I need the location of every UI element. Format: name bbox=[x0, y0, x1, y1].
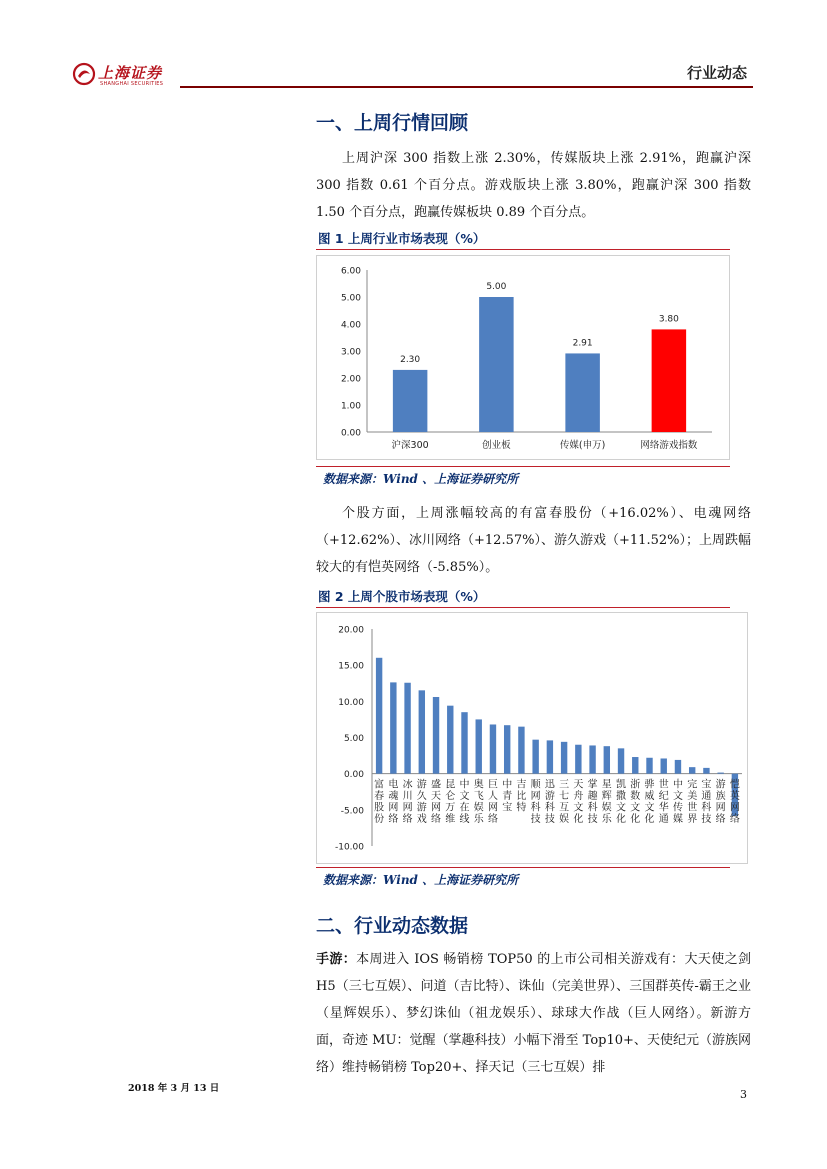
header-category: 行业动态 bbox=[686, 64, 747, 82]
bar bbox=[575, 745, 581, 774]
x-tick-label: 游族网络 bbox=[715, 779, 726, 826]
y-tick-label: 4.00 bbox=[340, 320, 361, 331]
stock-paragraph: 个股方面，上周涨幅较高的有富春股份（+16.02%）、电魂网络（+12.62%）、冰川网络（+12.57%）、游久游戏（+11.52%）；上周跌幅较大的有恺英网络（-5.85%）。 bbox=[316, 506, 751, 575]
x-tick-label: 三七互娱 bbox=[559, 779, 570, 826]
section-2-text: 本周进入 IOS 畅销榜 TOP50 的上市公司相关游戏有：大天使之剑 H5（三七互娱）、问道（吉比特）、诛仙（完美世界）、三国群英传-霸王之业（星辉娱乐）、梦幻诛仙（祖龙娱乐）、球球大作战（巨人网络）。新游方面，奇迹 MU：觉醒（掌趣科技）小幅下滑至 Top10+、天使纪元（游族网络）维持畅销榜 Top20+、择天记（三七互娱）排 bbox=[316, 952, 751, 1075]
bar bbox=[479, 297, 514, 432]
brand-logo bbox=[72, 60, 182, 90]
x-tick-label: 世纪华通 bbox=[658, 779, 669, 826]
figure-2-source: 数据来源：Wind 、上海证券研究所 bbox=[323, 873, 519, 887]
figure-2-svg bbox=[317, 613, 747, 863]
bar bbox=[419, 690, 425, 773]
y-tick-label: -10.00 bbox=[334, 842, 364, 853]
x-tick-label: 冰川网络 bbox=[402, 779, 413, 826]
y-tick-label: 5.00 bbox=[340, 293, 361, 304]
header-divider bbox=[180, 86, 753, 88]
bar bbox=[661, 758, 667, 773]
bar bbox=[461, 712, 467, 773]
x-tick-label: 创业板 bbox=[482, 440, 511, 451]
x-tick-label: 中青宝 bbox=[502, 779, 513, 814]
figure-1-source: 数据来源：Wind 、上海证券研究所 bbox=[323, 472, 519, 486]
figure-2-top-rule bbox=[316, 607, 730, 608]
x-tick-label: 电魂网络 bbox=[388, 779, 399, 826]
data-label: 5.00 bbox=[486, 282, 507, 292]
x-tick-label: 中文在线 bbox=[459, 779, 470, 826]
bar bbox=[675, 760, 681, 774]
x-tick-label: 顺网科技 bbox=[530, 779, 541, 826]
section-1-title: 一、上周行情回顾 bbox=[316, 112, 469, 134]
section-2-title: 二、行业动态数据 bbox=[316, 915, 469, 937]
bar bbox=[703, 768, 709, 774]
bar bbox=[490, 724, 496, 773]
logo-subtitle: SHANGHAI SECURITIES bbox=[100, 81, 164, 87]
bar bbox=[652, 329, 687, 432]
logo-text: 上海证券 bbox=[98, 64, 163, 82]
data-label: 2.91 bbox=[572, 338, 593, 349]
bar bbox=[447, 706, 453, 774]
bar bbox=[632, 757, 638, 774]
figure-1-bottom-rule bbox=[316, 466, 730, 467]
figure-1-chart bbox=[316, 255, 730, 460]
bar bbox=[589, 745, 595, 773]
section-1-paragraph: 上周沪深 300 指数上涨 2.30%，传媒版块上涨 2.91%，跑赢沪深 300 指数 0.61 个百分点。游戏版块上涨 3.80%，跑赢沪深 300 指数 1.50 个百分点，跑赢传媒板块 0.89 个百分点。 bbox=[316, 151, 751, 220]
x-tick-label: 迅游科技 bbox=[544, 779, 555, 826]
bar bbox=[618, 748, 624, 773]
y-tick-label: -5.00 bbox=[340, 806, 364, 817]
x-tick-label: 游久游戏 bbox=[416, 779, 427, 826]
x-tick-label: 宝通科技 bbox=[701, 779, 712, 826]
section-2-paragraph bbox=[316, 946, 751, 1081]
x-tick-label: 星辉娱乐 bbox=[601, 779, 612, 826]
x-tick-label: 骅威文化 bbox=[644, 779, 655, 826]
y-tick-label: 15.00 bbox=[338, 661, 364, 672]
y-tick-label: 5.00 bbox=[343, 734, 364, 744]
data-label: 3.80 bbox=[658, 314, 679, 325]
figure-2-title: 图 2 上周个股市场表现（%） bbox=[318, 589, 486, 604]
x-tick-label: 中文传媒 bbox=[672, 779, 683, 826]
y-tick-label: 20.00 bbox=[338, 625, 364, 636]
x-tick-label: 完美世界 bbox=[687, 779, 698, 826]
y-tick-label: 2.00 bbox=[340, 374, 361, 385]
bar bbox=[404, 683, 410, 774]
bar bbox=[390, 682, 396, 773]
x-tick-label: 昆仑万维 bbox=[445, 779, 456, 826]
bar bbox=[717, 773, 723, 774]
footer-date: 2018 年 3 月 13 日 bbox=[128, 1083, 220, 1094]
x-tick-label: 传媒(申万) bbox=[559, 440, 606, 451]
y-tick-label: 3.00 bbox=[340, 347, 361, 358]
bar bbox=[393, 370, 428, 432]
bar bbox=[476, 719, 482, 773]
x-tick-label: 网络游戏指数 bbox=[640, 440, 698, 451]
bar bbox=[565, 353, 600, 432]
y-tick-label: 0.00 bbox=[340, 428, 361, 439]
x-tick-label: 巨人网络 bbox=[487, 779, 498, 826]
logo-emblem-icon bbox=[72, 62, 96, 86]
section-2-lead: 手游： bbox=[316, 952, 357, 967]
bar bbox=[689, 767, 695, 774]
x-tick-label: 天舟文化 bbox=[573, 779, 584, 826]
bar bbox=[532, 740, 538, 774]
x-tick-label: 掌趣科技 bbox=[587, 779, 598, 826]
bar bbox=[646, 758, 652, 774]
x-tick-label: 奥飞娱乐 bbox=[473, 779, 484, 826]
x-tick-label: 沪深300 bbox=[391, 440, 429, 451]
x-tick-label: 吉比特 bbox=[516, 779, 527, 814]
figure-2-bottom-rule bbox=[316, 867, 730, 868]
figure-1-svg bbox=[317, 256, 729, 459]
y-tick-label: 0.00 bbox=[343, 770, 364, 781]
figure-1-title: 图 1 上周行业市场表现（%） bbox=[318, 231, 486, 246]
x-tick-label: 富春股份 bbox=[374, 779, 385, 826]
y-tick-label: 6.00 bbox=[340, 266, 361, 277]
bar bbox=[561, 742, 567, 774]
bar bbox=[518, 727, 524, 774]
x-tick-label: 盛天网络 bbox=[431, 779, 442, 826]
x-tick-label: 恺英网络 bbox=[729, 779, 740, 826]
x-tick-label: 凯撒文化 bbox=[616, 779, 627, 826]
y-tick-label: 1.00 bbox=[340, 401, 361, 412]
figure-2-chart bbox=[316, 612, 748, 864]
bar bbox=[433, 697, 439, 774]
figure-1-top-rule bbox=[316, 249, 730, 250]
bar bbox=[504, 725, 510, 773]
x-tick-label: 浙数文化 bbox=[630, 779, 641, 826]
bar bbox=[376, 658, 382, 774]
page-number: 3 bbox=[740, 1088, 747, 1101]
bar bbox=[604, 746, 610, 773]
data-label: 2.30 bbox=[400, 354, 421, 365]
y-tick-label: 10.00 bbox=[338, 697, 364, 708]
bar bbox=[547, 740, 553, 773]
